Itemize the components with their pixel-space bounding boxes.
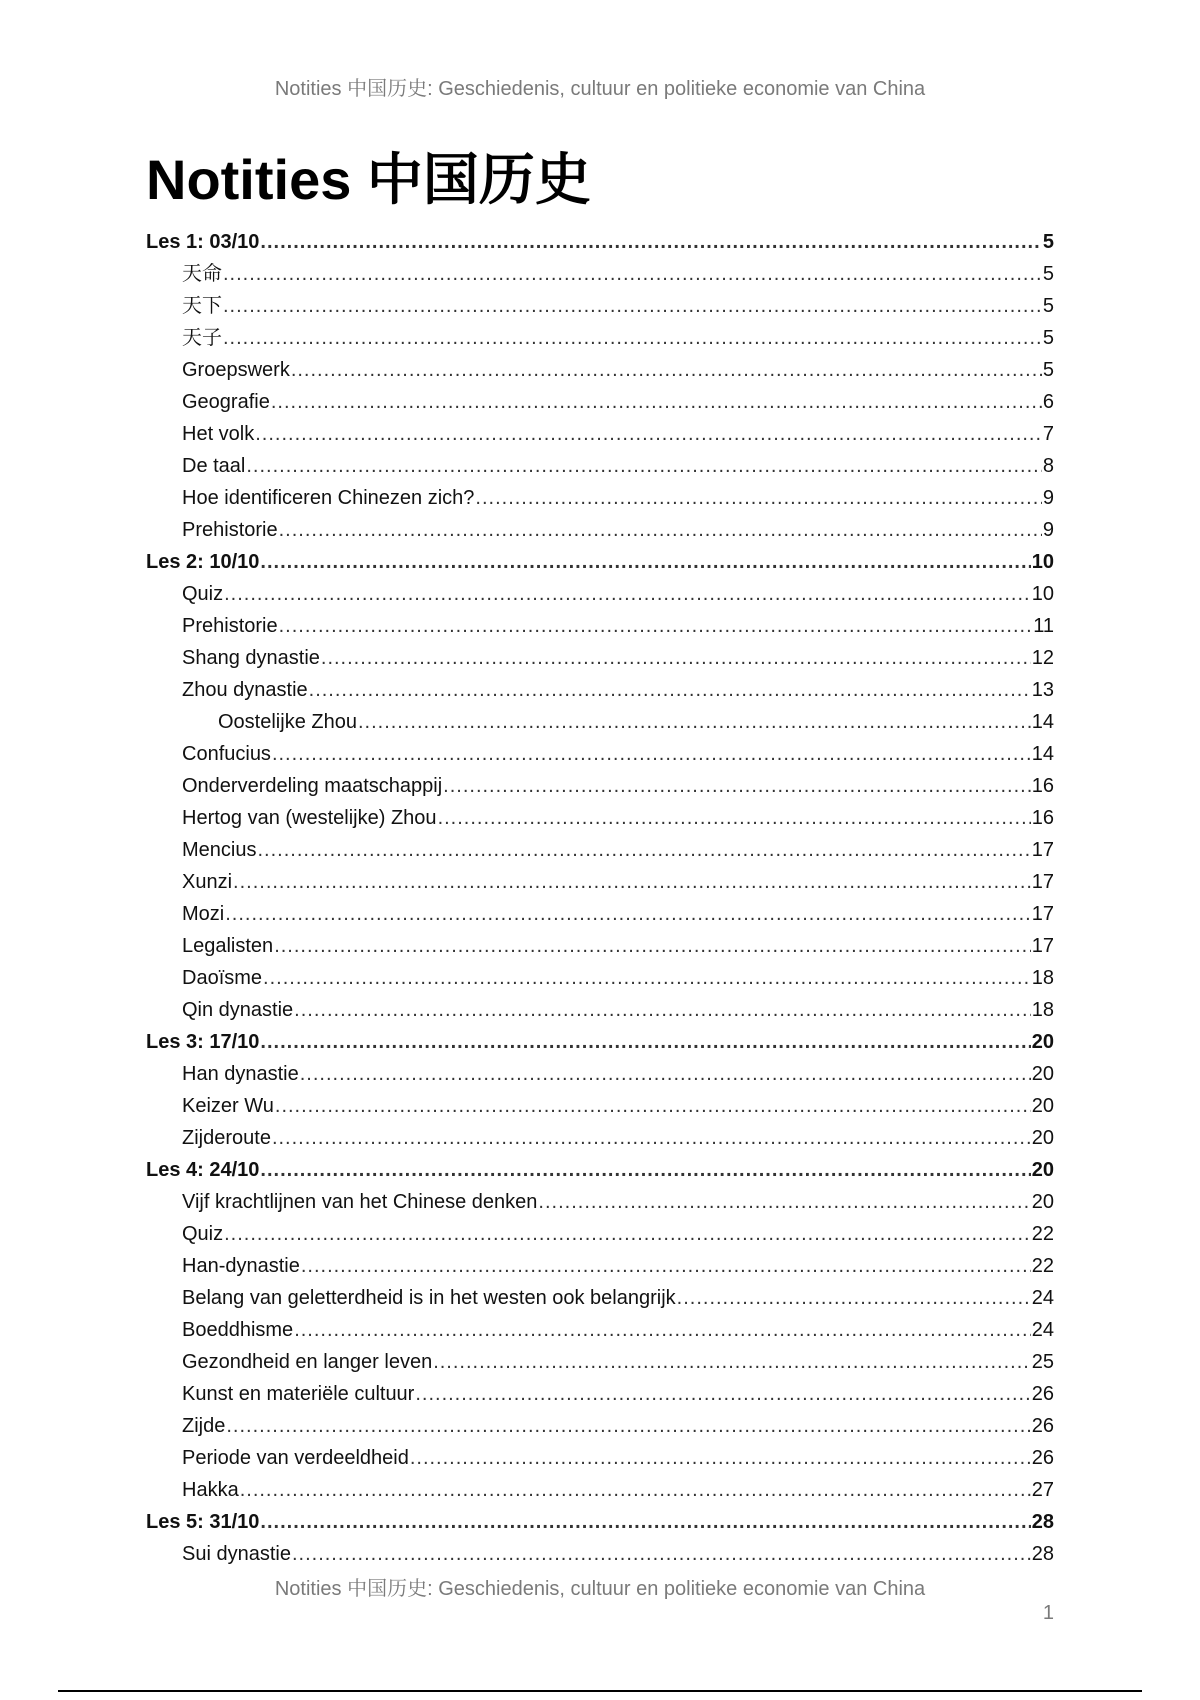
toc-page-number: 5 [1042, 295, 1054, 317]
toc-page-number: 13 [1031, 679, 1054, 701]
toc-dot-leader [291, 354, 1042, 386]
toc-entry[interactable] [146, 802, 1054, 834]
toc-page-number: 9 [1042, 519, 1054, 541]
toc-entry-title: Groepswerk [182, 359, 290, 381]
toc-entry-title: Het volk [182, 423, 255, 445]
toc-dot-leader [438, 802, 1031, 834]
toc-page-number: 6 [1042, 391, 1054, 413]
toc-dot-leader [226, 1410, 1030, 1442]
toc-entry[interactable] [146, 706, 1054, 738]
toc-page-number: 26 [1031, 1447, 1054, 1469]
toc-entry-title: Kunst en materiële cultuur [182, 1383, 415, 1405]
toc-entry[interactable] [146, 418, 1054, 450]
toc-page-number: 12 [1031, 647, 1054, 669]
toc-entry-title: Les 3: 17/10 [146, 1031, 260, 1053]
toc-page-number: 20 [1031, 1063, 1054, 1085]
toc-page-number: 14 [1031, 711, 1054, 733]
toc-dot-leader [224, 578, 1031, 610]
toc-entry[interactable] [146, 1250, 1054, 1282]
toc-entry[interactable] [146, 514, 1054, 546]
toc-page-number: 18 [1031, 999, 1054, 1021]
toc-dot-leader [443, 770, 1031, 802]
toc-page-number: 22 [1031, 1255, 1054, 1277]
toc-page-number: 16 [1031, 775, 1054, 797]
toc-dot-leader [274, 930, 1031, 962]
toc-entry[interactable] [146, 482, 1054, 514]
toc-entry-title: Han dynastie [182, 1063, 299, 1085]
toc-entry[interactable] [146, 1122, 1054, 1154]
toc-dot-leader [433, 1346, 1031, 1378]
toc-entry-title: Gezondheid en langer leven [182, 1351, 433, 1373]
toc-entry[interactable] [146, 994, 1054, 1026]
toc-entry[interactable] [146, 1474, 1054, 1506]
toc-dot-leader [279, 610, 1033, 642]
toc-entry-title: Vijf krachtlijnen van het Chinese denken [182, 1191, 538, 1213]
toc-page-number: 27 [1031, 1479, 1054, 1501]
toc-page-number: 10 [1031, 551, 1054, 573]
toc-entry-title: Han-dynastie [182, 1255, 300, 1277]
toc-entry[interactable] [146, 1442, 1054, 1474]
toc-dot-leader [271, 386, 1042, 418]
toc-entry-title: Sui dynastie [182, 1543, 291, 1565]
toc-dot-leader [358, 706, 1031, 738]
toc-entry[interactable] [146, 290, 1054, 322]
toc-entry[interactable] [146, 1346, 1054, 1378]
toc-entry[interactable] [146, 1538, 1054, 1570]
toc-page-number: 5 [1042, 263, 1054, 285]
toc-page-number: 25 [1031, 1351, 1054, 1373]
toc-entry-title: Qin dynastie [182, 999, 294, 1021]
toc-entry[interactable] [146, 258, 1054, 290]
page-number: 1 [1042, 1602, 1054, 1624]
toc-entry-title: Daoïsme [182, 967, 263, 989]
toc-dot-leader [240, 1474, 1031, 1506]
toc-dot-leader [292, 1538, 1031, 1570]
toc-entry-title: 天命 [182, 263, 222, 285]
toc-entry-title: Belang van geletterdheid is in het westen ook belangrijk [182, 1287, 676, 1309]
toc-page-number: 20 [1031, 1159, 1054, 1181]
toc-dot-leader [263, 962, 1031, 994]
toc-entry-title: Mozi [182, 903, 225, 925]
toc-page-number: 9 [1042, 487, 1054, 509]
toc-page-number: 17 [1031, 935, 1054, 957]
toc-dot-leader [475, 482, 1041, 514]
toc-page-number: 28 [1031, 1543, 1054, 1565]
toc-page-number: 20 [1031, 1095, 1054, 1117]
toc-page-number: 7 [1042, 423, 1054, 445]
toc-page-number: 17 [1031, 903, 1054, 925]
toc-entry-title: Xunzi [182, 871, 233, 893]
toc-page-number: 11 [1033, 615, 1054, 637]
toc-dot-leader [309, 674, 1031, 706]
toc-entry[interactable] [146, 546, 1054, 578]
toc-page-number: 5 [1042, 327, 1054, 349]
toc-entry[interactable] [146, 930, 1054, 962]
toc-entry-title: Oostelijke Zhou [218, 711, 357, 733]
toc-entry-title: Legalisten [182, 935, 274, 957]
toc-entry[interactable] [146, 1378, 1054, 1410]
toc-dot-leader [260, 1026, 1030, 1058]
toc-dot-leader [410, 1442, 1031, 1474]
toc-entry[interactable] [146, 674, 1054, 706]
toc-entry[interactable] [146, 322, 1054, 354]
toc-entry-title: Boeddhisme [182, 1319, 294, 1341]
toc-entry[interactable] [146, 610, 1054, 642]
toc-dot-leader [246, 450, 1042, 482]
toc-page-number: 20 [1031, 1191, 1054, 1213]
toc-page-number: 18 [1031, 967, 1054, 989]
toc-dot-leader [677, 1282, 1031, 1314]
toc-dot-leader [223, 258, 1042, 290]
toc-entry[interactable] [146, 1026, 1054, 1058]
toc-dot-leader [301, 1250, 1031, 1282]
toc-page-number: 10 [1031, 583, 1054, 605]
toc-entry[interactable] [146, 1314, 1054, 1346]
toc-page-number: 16 [1031, 807, 1054, 829]
toc-entry-title: Quiz [182, 1223, 224, 1245]
table-of-contents [146, 226, 1054, 1570]
toc-page-number: 22 [1031, 1223, 1054, 1245]
toc-entry[interactable] [146, 1058, 1054, 1090]
toc-entry-title: 天子 [182, 327, 222, 349]
toc-entry[interactable] [146, 354, 1054, 386]
toc-page-number: 20 [1031, 1127, 1054, 1149]
toc-page-number: 8 [1042, 455, 1054, 477]
toc-entry-title: 天下 [182, 295, 222, 317]
toc-entry-title: Periode van verdeeldheid [182, 1447, 409, 1469]
toc-entry-title: Confucius [182, 743, 271, 765]
running-footer: Notities 中国历史: Geschiedenis, cultuur en politieke economie van China [274, 1578, 926, 1600]
toc-entry[interactable] [146, 386, 1054, 418]
toc-dot-leader [223, 290, 1042, 322]
toc-entry[interactable] [146, 834, 1054, 866]
toc-entry-title: Geografie [182, 391, 270, 413]
toc-entry-title: Hakka [182, 1479, 239, 1501]
toc-entry[interactable] [146, 1186, 1054, 1218]
toc-page-number: 17 [1031, 871, 1054, 893]
toc-dot-leader [272, 738, 1031, 770]
toc-entry[interactable] [146, 642, 1054, 674]
toc-page-number: 5 [1042, 359, 1054, 381]
toc-entry[interactable] [146, 1410, 1054, 1442]
toc-entry-title: Hertog van (westelijke) Zhou [182, 807, 437, 829]
toc-page-number: 17 [1031, 839, 1054, 861]
toc-dot-leader [260, 1154, 1030, 1186]
toc-dot-leader [294, 1314, 1031, 1346]
toc-entry-title: Les 2: 10/10 [146, 551, 260, 573]
toc-page-number: 24 [1031, 1287, 1054, 1309]
toc-entry[interactable] [146, 962, 1054, 994]
document-title: Notities 中国历史 [146, 148, 591, 211]
toc-dot-leader [260, 226, 1041, 258]
toc-page-number: 28 [1031, 1511, 1054, 1533]
toc-entry[interactable] [146, 738, 1054, 770]
toc-entry-title: Zhou dynastie [182, 679, 308, 701]
toc-dot-leader [223, 322, 1042, 354]
toc-dot-leader [224, 1218, 1031, 1250]
toc-entry[interactable] [146, 1506, 1054, 1538]
toc-page-number: 14 [1031, 743, 1054, 765]
toc-entry-title: Zijde [182, 1415, 226, 1437]
toc-entry[interactable] [146, 1282, 1054, 1314]
toc-entry[interactable] [146, 898, 1054, 930]
toc-dot-leader [233, 866, 1031, 898]
toc-dot-leader [255, 418, 1042, 450]
toc-entry-title: Les 4: 24/10 [146, 1159, 260, 1181]
toc-dot-leader [272, 1122, 1031, 1154]
running-header: Notities 中国历史: Geschiedenis, cultuur en politieke economie van China [274, 78, 926, 100]
toc-entry[interactable] [146, 1218, 1054, 1250]
toc-entry-title: Onderverdeling maatschappij [182, 775, 443, 797]
toc-entry-title: Prehistorie [182, 519, 278, 541]
toc-dot-leader [257, 834, 1030, 866]
toc-dot-leader [300, 1058, 1031, 1090]
toc-entry-title: Shang dynastie [182, 647, 320, 669]
toc-entry-title: De taal [182, 455, 246, 477]
toc-dot-leader [275, 1090, 1031, 1122]
toc-entry-title: Les 1: 03/10 [146, 231, 260, 253]
toc-entry-title: Les 5: 31/10 [146, 1511, 260, 1533]
toc-dot-leader [225, 898, 1031, 930]
toc-dot-leader [294, 994, 1031, 1026]
toc-entry[interactable] [146, 578, 1054, 610]
toc-entry-title: Zijderoute [182, 1127, 271, 1149]
toc-entry-title: Prehistorie [182, 615, 278, 637]
toc-dot-leader [260, 546, 1030, 578]
toc-dot-leader [279, 514, 1042, 546]
toc-entry[interactable] [146, 770, 1054, 802]
toc-page-number: 20 [1031, 1031, 1054, 1053]
toc-entry[interactable] [146, 1154, 1054, 1186]
toc-entry[interactable] [146, 1090, 1054, 1122]
toc-entry-title: Quiz [182, 583, 224, 605]
page-bottom-rule [58, 1690, 1142, 1692]
toc-page-number: 24 [1031, 1319, 1054, 1341]
toc-dot-leader [321, 642, 1031, 674]
toc-dot-leader [260, 1506, 1030, 1538]
toc-page-number: 26 [1031, 1383, 1054, 1405]
toc-page-number: 5 [1042, 231, 1054, 253]
toc-entry-title: Hoe identificeren Chinezen zich? [182, 487, 475, 509]
toc-entry-title: Mencius [182, 839, 257, 861]
toc-entry[interactable] [146, 450, 1054, 482]
toc-page-number: 26 [1031, 1415, 1054, 1437]
toc-dot-leader [538, 1186, 1030, 1218]
toc-dot-leader [415, 1378, 1030, 1410]
toc-entry-title: Keizer Wu [182, 1095, 274, 1117]
toc-entry[interactable] [146, 226, 1054, 258]
toc-entry[interactable] [146, 866, 1054, 898]
